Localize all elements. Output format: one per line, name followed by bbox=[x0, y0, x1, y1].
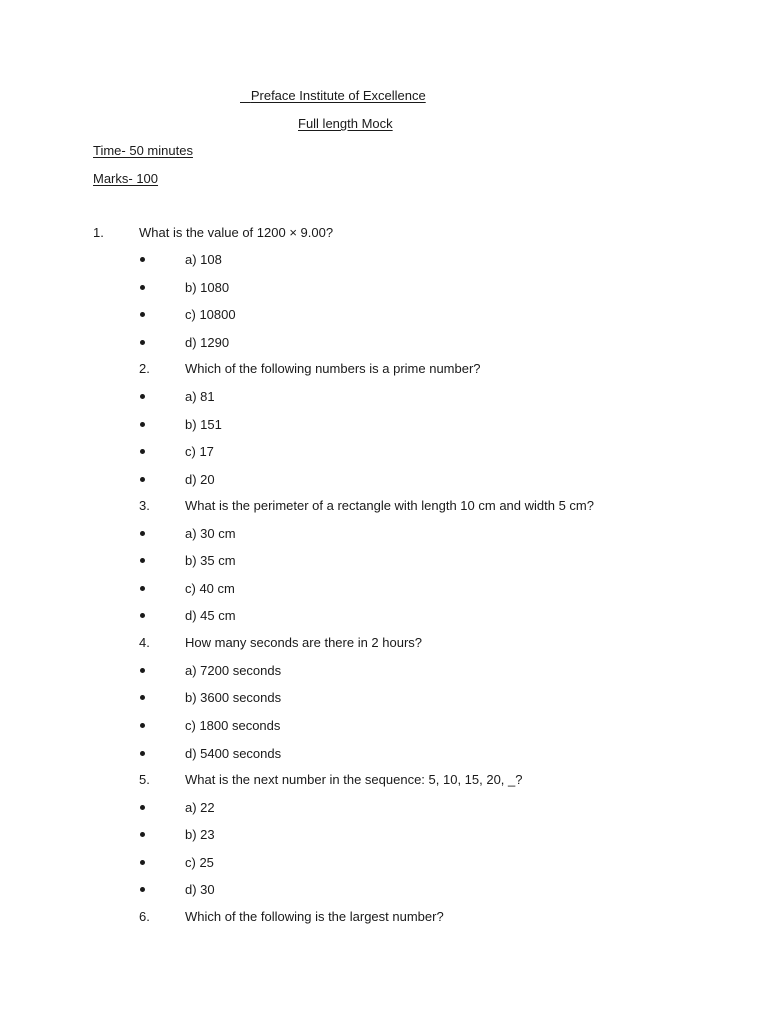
question-text: What is the perimeter of a rectangle with length 10 cm and width 5 cm? bbox=[185, 498, 594, 513]
question-number: 1. bbox=[93, 225, 104, 240]
bullet-icon bbox=[140, 312, 145, 317]
question-text: What is the next number in the sequence: 5, 10, 15, 20, _? bbox=[185, 772, 523, 787]
answer-option: a) 22 bbox=[185, 800, 215, 815]
question-number: 4. bbox=[139, 635, 150, 650]
answer-option: c) 10800 bbox=[185, 307, 236, 322]
institute-name: Preface Institute of Excellence bbox=[250, 88, 426, 103]
question-number: 2. bbox=[139, 361, 150, 376]
answer-option: b) 3600 seconds bbox=[185, 690, 282, 705]
bullet-icon bbox=[140, 723, 145, 728]
answer-option: b) 151 bbox=[185, 417, 222, 432]
bullet-icon bbox=[140, 751, 145, 756]
answer-option: c) 1800 seconds bbox=[185, 718, 281, 733]
answer-option: d) 20 bbox=[185, 472, 215, 487]
bullet-icon bbox=[140, 531, 145, 536]
question-number: 3. bbox=[139, 498, 150, 513]
bullet-icon bbox=[140, 394, 145, 399]
marks-info: Marks- 100 bbox=[93, 171, 159, 186]
answer-option: c) 40 cm bbox=[185, 581, 235, 596]
question-number: 6. bbox=[139, 909, 150, 924]
bullet-icon bbox=[140, 613, 145, 618]
exam-title: Full length Mock bbox=[298, 116, 393, 131]
bullet-icon bbox=[140, 257, 145, 262]
answer-option: c) 17 bbox=[185, 444, 214, 459]
bullet-icon bbox=[140, 832, 145, 837]
institute-title bbox=[240, 88, 426, 104]
answer-option: a) 81 bbox=[185, 389, 215, 404]
answer-option: d) 1290 bbox=[185, 335, 230, 350]
answer-option: c) 25 bbox=[185, 855, 214, 870]
question-text: What is the value of 1200 × 9.00? bbox=[139, 225, 334, 240]
answer-option: a) 7200 seconds bbox=[185, 663, 282, 678]
bullet-icon bbox=[140, 340, 145, 345]
answer-option: d) 30 bbox=[185, 882, 215, 897]
bullet-icon bbox=[140, 558, 145, 563]
question-text: How many seconds are there in 2 hours? bbox=[185, 635, 423, 650]
question-text: Which of the following is the largest number? bbox=[185, 909, 444, 924]
answer-option: a) 108 bbox=[185, 252, 222, 267]
bullet-icon bbox=[140, 668, 145, 673]
answer-option: d) 5400 seconds bbox=[185, 746, 282, 761]
bullet-icon bbox=[140, 860, 145, 865]
bullet-icon bbox=[140, 805, 145, 810]
bullet-icon bbox=[140, 695, 145, 700]
answer-option: d) 45 cm bbox=[185, 608, 236, 623]
answer-option: b) 35 cm bbox=[185, 553, 236, 568]
bullet-icon bbox=[140, 449, 145, 454]
bullet-icon bbox=[140, 422, 145, 427]
answer-option: a) 30 cm bbox=[185, 526, 236, 541]
bullet-icon bbox=[140, 586, 145, 591]
bullet-icon bbox=[140, 887, 145, 892]
bullet-icon bbox=[140, 285, 145, 290]
question-text: Which of the following numbers is a prime number? bbox=[185, 361, 481, 376]
question-number: 5. bbox=[139, 772, 150, 787]
bullet-icon bbox=[140, 477, 145, 482]
answer-option: b) 1080 bbox=[185, 280, 230, 295]
answer-option: b) 23 bbox=[185, 827, 215, 842]
time-info: Time- 50 minutes bbox=[93, 143, 193, 158]
